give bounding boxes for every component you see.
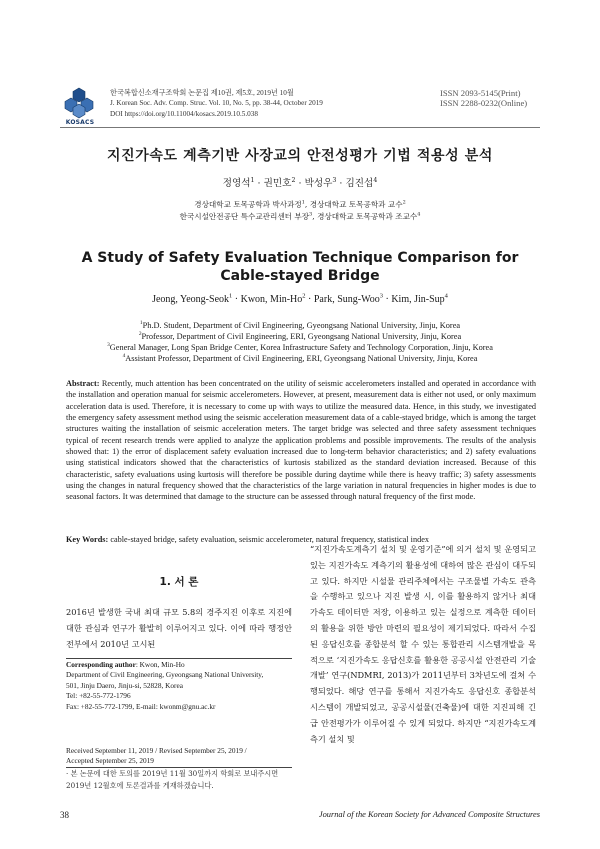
received-dates: Received September 11, 2019 / Revised September 25, 2019 / Accepted September 25, 2019 xyxy=(66,746,247,766)
abstract xyxy=(66,378,536,503)
issn-print: ISSN 2093-5145(Print) xyxy=(440,88,521,98)
affiliation-en-1: $^1$Ph.D. Student, Department of Civil Engineering, Gyeongsang National University, Jinju, Korea xyxy=(139,320,461,330)
corresponding-label: Corresponding author xyxy=(66,660,136,669)
keywords-label: Key Words: xyxy=(66,535,109,544)
paper-title-ko: 지진가속도 계측기반 사장교의 안전성평가 기법 적용성 분석 xyxy=(107,148,493,164)
paper-title-en-line1: A Study of Safety Evaluation Technique Comparison for xyxy=(81,250,519,266)
issn-online: ISSN 2288-0232(Online) xyxy=(440,98,528,108)
affiliation-en-2: $^2$Professor, Department of Civil Engineering, ERI, Gyeongsang National University, Jinju, Korea xyxy=(138,331,462,341)
logo-text: KOSACS xyxy=(65,119,95,126)
abstract-text: Recently, much attention has been concentrated on the utility of seismic accelerometers installed and operated in accordance with the installation and operation manual for seismic accelerometers. However, at present, measurement data is either not used, or only maximum acceleration data is used. Therefore, it is necessary to come up with ways to utilize the measured data. Hence, in this study, we investigated the emergency safety assessment method using the seismic acceleration measurement data of a cable-stayed bridge, which is among the target structures waiting the installation of seismic acceleration meters. The target bridge was selected and three safety assessment techniques typical of recent research trends were applied to analyze the application problems and possible improvements. The results of the analysis showed that: 1) the error of displacement safety evaluation increased due to long-term behavior characteristics; and 2) safety evaluations using statistical indicators showed that the characteristics of kurtosis stabilized as the standard deviation increased. Because of this characteristic, safety evaluations using kurtosis will therefore be possible during daytime while there is heavy traffic; 3) safety assessments using the changes in natural frequency showed that the characteristics of the large variation in natural frequencies in higher modes is due to seasonal factors. It was determined that damage to the structure can be assessed through natural frequency of the first mode. xyxy=(66,379,537,502)
keywords-text: cable-stayed bridge, safety evaluation, seismic accelerometer, natural frequency, statistical index xyxy=(110,535,429,544)
affiliation-en-4: $^4$Assistant Professor, Department of Civil Engineering, ERI, Gyeongsang National University, Jinju, Korea xyxy=(122,353,478,363)
discussion-footnote: · 본 논문에 대한 토의를 2019년 11월 30일까지 학회로 보내주시면 2019년 12월호에 토론결과를 게재하겠습니다. xyxy=(66,769,279,790)
journal-citation-en: J. Korean Soc. Adv. Comp. Struc. Vol. 10, No. 5, pp. 38-44, October 2019 xyxy=(110,99,323,107)
contact-fax-email: Fax: +82-55-772-1799, E-mail: kwonm@gnu.ac.kr xyxy=(66,701,216,711)
authors-ko: 정영석$^1$ · 권민호$^2$ · 박성우$^3$ · 김진섭$^4$ xyxy=(222,176,378,189)
affiliation-en-3: $^3$General Manager, Long Span Bridge Center, Korea Infrastructure Safety and Technology Corporation, Jinju, Korea xyxy=(107,342,493,352)
affiliation-ko-line1: 경상대학교 토목공학과 박사과정$^1$, 경상대학교 토목공학과 교수$^2$ xyxy=(194,199,406,209)
authors-en: Jeong, Yeong-Seok$^1$ · Kwon, Min-$Ho^2$ · Park, Sung-Woo$^3$ · Kim, Jin-Sup$^4$ xyxy=(152,292,448,305)
page-number: 38 xyxy=(60,810,69,820)
affiliation-ko-line2: 한국시설안전공단 특수교관리센터 부장$^3$, 경상대학교 토목공학과 조교수$^4$ xyxy=(179,211,421,221)
journal-footer-title: Journal of the Korean Society for Advanced Composite Structures xyxy=(318,810,540,819)
section-heading: 1. 서 론 xyxy=(159,576,199,588)
corresponding-author-box: Corresponding author: Kwon, Min-Ho Department of Civil Engineering, Gyeongsang National University, 501, Jinju Daero, Jinju-si, 52828, Korea Tel: +82-55-772-1796 Fax: +82-55-772-1799, E-mail: kwonm@gnu.ac.kr xyxy=(66,660,292,712)
header-divider xyxy=(60,127,540,128)
corresponding-divider xyxy=(66,658,292,659)
doi-link[interactable]: DOI https://doi.org/10.11004/kosacs.2019.10.5.038 xyxy=(110,110,258,118)
abstract-label: Abstract: xyxy=(66,379,100,388)
journal-citation-ko: 한국복합신소재구조학회 논문집 제10권, 제5호, 2019년 10월 xyxy=(110,89,294,97)
intro-paragraph-continued: “지진가속도계측기 설치 및 운영기준”에 의거 설치 및 운영되고 있는 지진가속도 계측기의 활용성에 대하여 많은 관심이 대두되고 있다. 하지만 시설물 관리주체에서는 구조물별 가속도 관측을 수행하고 있으나 지진 발생 시, 이를 활용하지 않거나 최대 가속도 데이터만 저장, 이용하고 있는 실정으로 계측한 데이터의 활용을 위한 방안 마련의 필요성이 제기되었다. 따라서 수집된 응답신호를 종합분석 할 수 있는 통합관리 시스템개발을 목적으로 ‘지진가속도 응답신호를 활용한 공공시설 안전관리 기술개발’ 연구(NDMRI, 2013)가 2011년부터 3차년도에 걸쳐 수행되었다. 해당 연구를 통해서 지진가속도 응답신호 종합분석 시스템이 개발되었고, 공공시설물(건축물)에 대한 지진피해 긴급 안전평가가 이루어질 수 있게 되었다. 하지만 “지진가속도계측기 설치 및 xyxy=(310,544,536,744)
paper-title-en-line2: Cable-stayed Bridge xyxy=(220,268,380,284)
journal-logo-icon xyxy=(60,86,98,120)
intro-paragraph: 2016년 발생한 국내 최대 규모 5.8의 경주지진 이후로 지진에 대한 관심과 연구가 활발히 이루어지고 있다. 이에 따라 행정안전부에서 2010년 고시된 xyxy=(66,607,292,649)
